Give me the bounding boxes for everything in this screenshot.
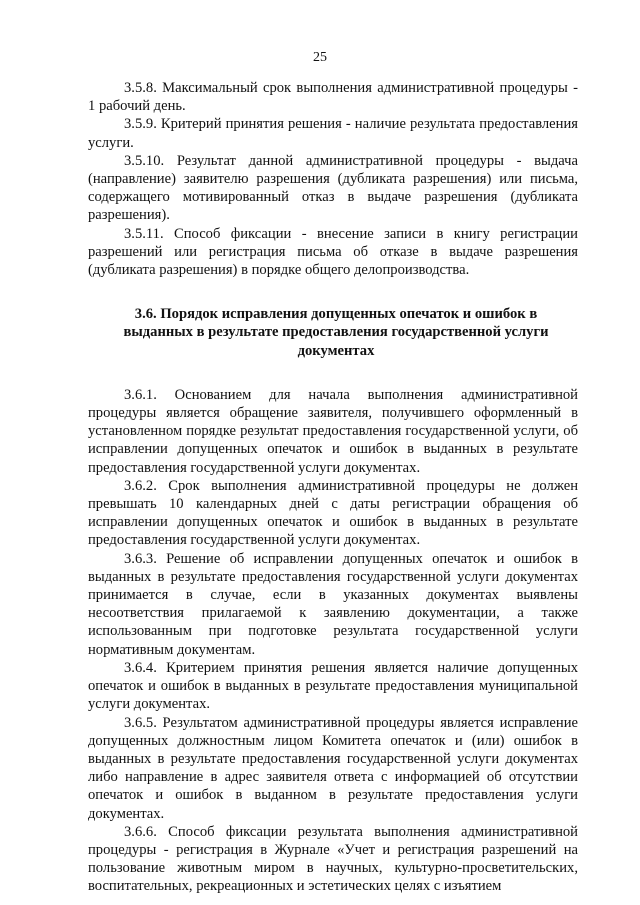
paragraph-3-6-1: 3.6.1. Основанием для начала выполнения административной процедуры является обращение заявителя, получившего оформленный в установленном порядке результат предоставления государственной услуги, об исправлении допущенных опечаток и ошибок в выданных в результате предоставления государственной услуги документах. xyxy=(88,386,578,476)
section-heading-3-6: 3.6. Порядок исправления допущенных опечаток и ошибок в выданных в результате предоставления государственной услуги документах xyxy=(123,306,549,359)
paragraph-3-5-9: 3.5.9. Критерий принятия решения - наличие результата предоставления услуги. xyxy=(88,116,578,151)
paragraph-3-5-11: 3.5.11. Способ фиксации - внесение записи в книгу регистрации разрешений или регистрация письма об отказе в выдаче разрешения (дубликата разрешения) в порядке общего делопроизводства. xyxy=(88,225,578,279)
paragraph-3-5-10: 3.5.10. Результат данной административной процедуры - выдача (направление) заявителю разрешения (дубликата разрешения) или письма, содержащего мотивированный отказ в выдаче разрешения (дубликата разрешения). xyxy=(88,152,578,224)
paragraph-3-6-6: 3.6.6. Способ фиксации результата выполнения административной процедуры - регистрация в Журнале «Учет и регистрация разрешений на пользование животным миром в научных, культурно-просветительских, воспитательных, рекреационных и эстетических целях с изъятием xyxy=(88,823,578,895)
paragraph-3-6-3: 3.6.3. Решение об исправлении допущенных опечаток и ошибок в выданных в результате предоставления государственной услуги документах принимается в случае, если в указанных документах выявлены несоответствия прилагаемой к заявлению документации, а также использованным при подготовке результата государственной услуги нормативным документам. xyxy=(88,550,578,658)
page-number: 25 xyxy=(313,50,327,65)
paragraph-3-6-2: 3.6.2. Срок выполнения административной процедуры не должен превышать 10 календарных дней с даты регистрации обращения об исправлении допущенных опечаток и ошибок в выданных в результате предоставления государственной услуги документах. xyxy=(88,477,578,549)
paragraph-3-6-4: 3.6.4. Критерием принятия решения является наличие допущенных опечаток и ошибок в выданных в результате предоставления муниципальной услуги документах. xyxy=(88,659,578,713)
document-body xyxy=(88,79,578,896)
paragraph-3-6-5: 3.6.5. Результатом административной процедуры является исправление допущенных должностным лицом Комитета опечаток и (или) ошибок в выданных в результате предоставления государственной услуги документах либо направление в адрес заявителя ответа с информацией об отсутствии опечаток и ошибок в выданном в результате предоставления услуги документах. xyxy=(88,714,578,822)
paragraph-3-5-8: 3.5.8. Максимальный срок выполнения административной процедуры - 1 рабочий день. xyxy=(88,80,578,115)
